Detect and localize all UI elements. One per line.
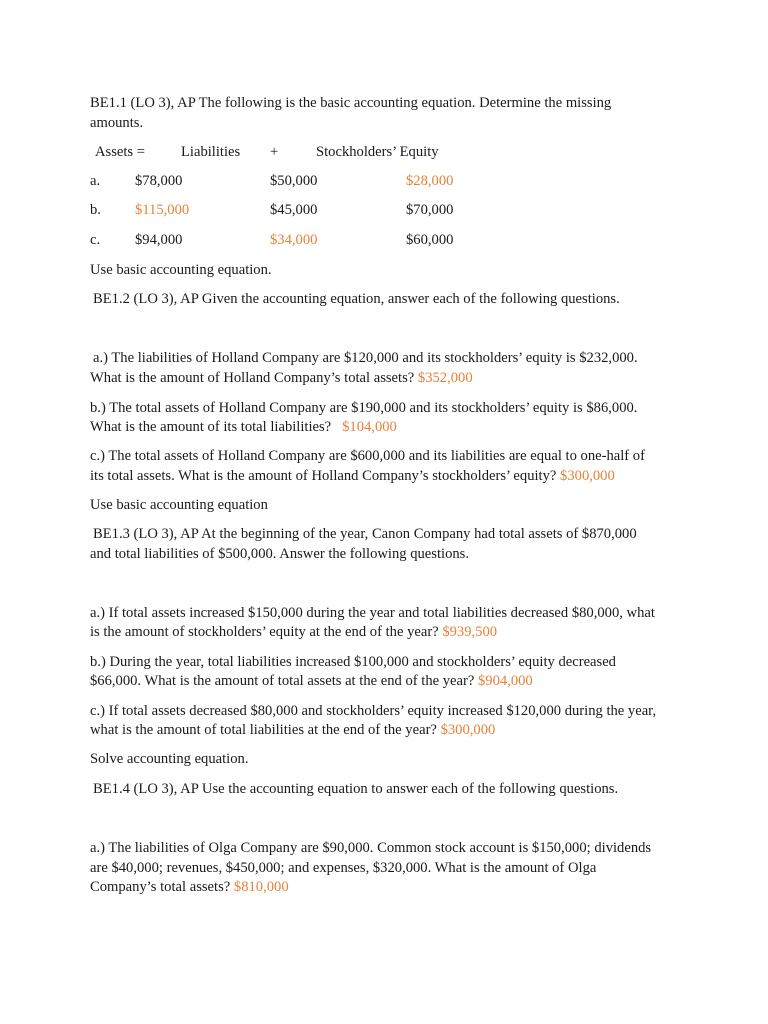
be1-3-a-line1: a.) If total assets increased $150,000 during the year and total liabilities decreased $80,000, what	[90, 605, 655, 621]
be1-3-a-answer: $939,500	[442, 624, 498, 640]
header-liabilities: Liabilities	[181, 144, 241, 160]
be1-3-a-question: is the amount of stockholders’ equity at the end of the year?	[90, 624, 439, 640]
be1-2-c-answer: $300,000	[560, 468, 615, 484]
row-b-assets-answer: $115,000	[135, 202, 190, 218]
be1-3-note: Solve accounting equation.	[90, 751, 249, 767]
be1-3-c-answer: $300,000	[440, 722, 496, 738]
be1-3-c-line1: c.) If total assets decreased $80,000 and stockholders’ equity increased $120,000 during the year,	[90, 703, 657, 719]
header-plus: +	[270, 144, 279, 160]
row-c-label: c.	[90, 232, 101, 248]
row-c-liabilities-answer: $34,000	[270, 232, 318, 248]
be1-4-a-line1: a.) The liabilities of Olga Company are $90,000. Common stock account is $150,000; dividends	[90, 840, 652, 856]
row-c-equity: $60,000	[406, 232, 454, 248]
be1-4-a-line2: are $40,000; revenues, $450,000; and expenses, $320,000. What is the amount of Olga	[90, 860, 597, 876]
row-a-assets: $78,000	[135, 173, 183, 189]
be1-2-b-answer: $104,000	[342, 419, 397, 435]
be1-3-c-line2	[90, 720, 495, 740]
be1-2-intro: BE1.2 (LO 3), AP Given the accounting equation, answer each of the following questions.	[93, 291, 620, 307]
be1-2-a-line2	[90, 368, 473, 388]
row-b-label: b.	[90, 202, 101, 218]
row-a-label: a.	[90, 173, 101, 189]
row-c-assets: $94,000	[135, 232, 183, 248]
be1-2-b-line2	[90, 417, 397, 437]
row-b-liabilities: $45,000	[270, 202, 318, 218]
row-a-liabilities: $50,000	[270, 173, 318, 189]
be1-3-b-line2	[90, 671, 533, 691]
be1-2-c-question: its total assets. What is the amount of Holland Company’s stockholders’ equity?	[90, 468, 557, 484]
row-b-equity: $70,000	[406, 202, 454, 218]
be1-4-a-answer: $810,000	[233, 879, 289, 895]
be1-3-b-answer: $904,000	[478, 673, 533, 689]
be1-3-c-question: what is the amount of total liabilities at the end of the year?	[90, 722, 437, 738]
be1-2-note: Use basic accounting equation	[90, 497, 268, 513]
be1-1-intro-line2: amounts.	[90, 115, 144, 131]
be1-2-c-line1: c.) The total assets of Holland Company are $600,000 and its liabilities are equal to one-half of	[90, 448, 645, 464]
be1-3-a-line2	[90, 622, 497, 642]
header-equity: Stockholders’ Equity	[316, 144, 439, 160]
be1-1-note: Use basic accounting equation.	[90, 262, 272, 278]
be1-3-intro-line1: BE1.3 (LO 3), AP At the beginning of the year, Canon Company had total assets of $870,000	[93, 526, 637, 542]
be1-2-a-question: What is the amount of Holland Company’s total assets?	[90, 370, 415, 386]
be1-4-a-line3	[90, 877, 289, 897]
be1-3-b-question: $66,000. What is the amount of total assets at the end of the year?	[90, 673, 475, 689]
be1-4-intro: BE1.4 (LO 3), AP Use the accounting equation to answer each of the following questions.	[93, 781, 619, 797]
row-a-equity-answer: $28,000	[406, 173, 454, 189]
header-assets: Assets =	[95, 144, 145, 160]
be1-1-intro-line1: BE1.1 (LO 3), AP The following is the basic accounting equation. Determine the missing	[90, 95, 612, 111]
be1-2-a-answer: $352,000	[417, 370, 473, 386]
be1-3-intro-line2: and total liabilities of $500,000. Answer the following questions.	[90, 546, 469, 562]
be1-3-b-line1: b.) During the year, total liabilities increased $100,000 and stockholders’ equity decreased	[90, 654, 616, 670]
be1-2-a-line1: a.) The liabilities of Holland Company are $120,000 and its stockholders’ equity is $232,000.	[93, 350, 638, 366]
be1-2-c-line2	[90, 466, 615, 486]
be1-2-b-question: What is the amount of its total liabilities?	[90, 419, 332, 435]
be1-2-b-line1: b.) The total assets of Holland Company are $190,000 and its stockholders’ equity is $86,000.	[90, 400, 638, 416]
be1-4-a-question: Company’s total assets?	[90, 879, 231, 895]
